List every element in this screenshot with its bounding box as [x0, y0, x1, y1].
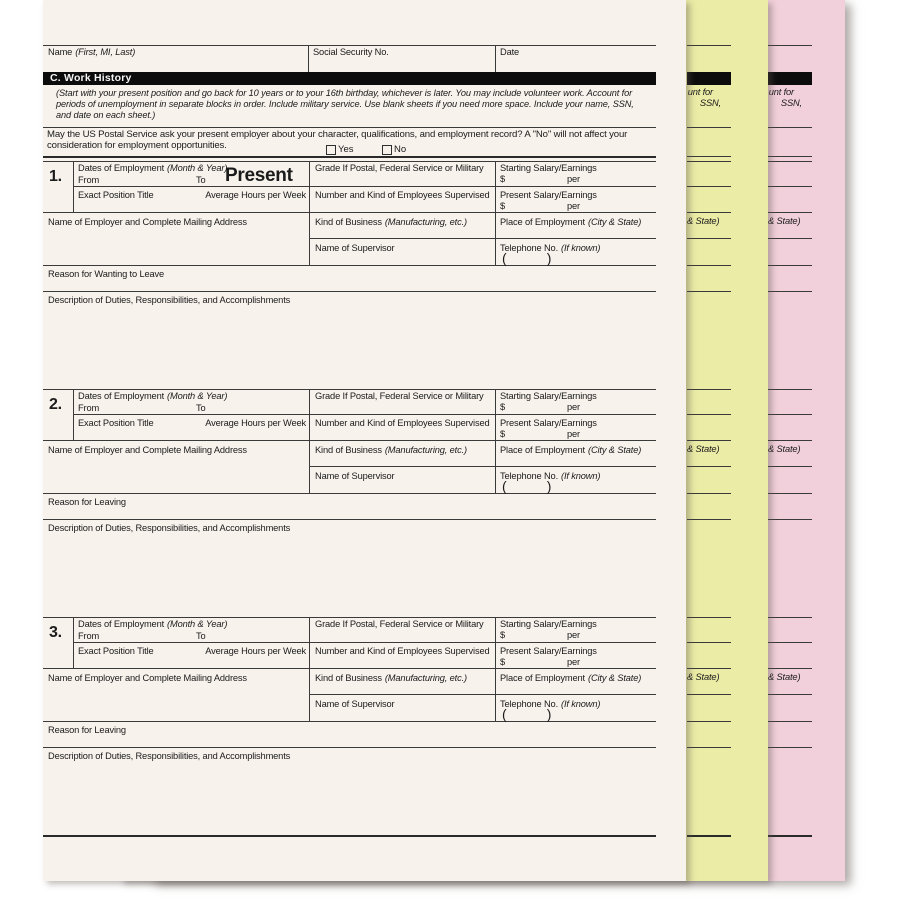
carbon-rule-line — [768, 291, 812, 292]
dollar-sign: $ — [500, 657, 506, 667]
carbon-rule-line — [768, 156, 812, 157]
carbon-rule-line — [687, 265, 731, 266]
grade-label: Grade If Postal, Federal Service or Military — [315, 619, 484, 629]
rule-line — [73, 414, 656, 415]
carbon-rule-line — [768, 238, 812, 239]
telephone-parens: ( ) — [502, 478, 553, 494]
supervisor-label: Name of Supervisor — [315, 699, 395, 709]
rule-line — [43, 389, 656, 390]
carbon-rule-line — [687, 642, 731, 643]
no-checkbox[interactable] — [382, 145, 392, 155]
avg-hours-label: Average Hours per Week — [205, 418, 306, 428]
employer-label: Name of Employer and Complete Mailing Address — [48, 445, 247, 455]
reason-label: Reason for Wanting to Leave — [48, 269, 165, 279]
present-salary-label: Present Salary/Earnings — [500, 190, 597, 200]
per-label: per — [567, 201, 580, 211]
yes-checkbox[interactable] — [326, 145, 336, 155]
rule-line — [43, 519, 656, 520]
from-label: From — [78, 403, 100, 413]
work-history-block — [43, 161, 656, 311]
carbon-rule-line — [768, 389, 812, 390]
supervisor-label: Name of Supervisor — [315, 243, 395, 253]
carbon-rule-line — [768, 186, 812, 187]
from-label: From — [78, 631, 100, 641]
place-of-employment-label: Place of Employment (City & State) — [500, 445, 642, 455]
carbon-rule-line — [768, 747, 812, 748]
carbon-rule-line — [768, 440, 812, 441]
date-label: Date — [500, 47, 520, 57]
carbon-rule-line — [687, 127, 731, 128]
carbon-rule-line — [768, 642, 812, 643]
carbon-rule-line — [687, 389, 731, 390]
carbon-rule-line — [768, 835, 812, 837]
reason-label: Reason for Leaving — [48, 497, 126, 507]
dollar-sign: $ — [500, 201, 506, 211]
carbon-rule-line — [768, 45, 812, 46]
dollar-sign: $ — [500, 429, 506, 439]
telephone-parens: ( ) — [502, 250, 553, 266]
canary-rule-lines — [687, 0, 731, 881]
carbon-text-fragment: unt for — [768, 87, 794, 97]
rule-line — [73, 642, 656, 643]
present-salary-label: Present Salary/Earnings — [500, 418, 597, 428]
employer-label: Name of Employer and Complete Mailing Address — [48, 673, 247, 683]
carbon-rule-line — [768, 414, 812, 415]
carbon-rule-line — [687, 493, 731, 494]
instructions-line: and date on each sheet.) — [56, 110, 156, 120]
rule-line — [43, 161, 656, 162]
supervisor-label: Name of Supervisor — [315, 471, 395, 481]
carbon-rule-line — [687, 156, 731, 157]
rule-line — [73, 618, 74, 668]
carbon-rule-line — [768, 617, 812, 618]
carbon-text-fragment: & State) — [687, 444, 720, 454]
starting-salary-label: Starting Salary/Earnings — [500, 391, 597, 401]
rule-line — [43, 668, 656, 669]
rule-line — [309, 162, 310, 265]
carbon-rule-line — [768, 161, 812, 162]
supervised-label: Number and Kind of Employees Supervised — [315, 190, 490, 200]
grade-label: Grade If Postal, Federal Service or Military — [315, 391, 484, 401]
section-bar — [43, 72, 656, 85]
consent-question-line: May the US Postal Service ask your present employer about your character, qualifications, and employment record? A "No" will not affect your — [47, 129, 628, 140]
rule-line — [73, 186, 656, 187]
carbon-rule-line — [768, 519, 812, 520]
kind-of-business-label: Kind of Business (Manufacturing, etc.) — [315, 445, 467, 455]
kind-of-business-label: Kind of Business (Manufacturing, etc.) — [315, 217, 467, 227]
telephone-parens: ( ) — [502, 706, 553, 722]
rule-line — [43, 747, 656, 748]
per-label: per — [567, 174, 580, 184]
carbon-rule-line — [687, 668, 731, 669]
description-label: Description of Duties, Responsibilities, and Accomplishments — [48, 751, 291, 761]
carbon-rule-line — [687, 186, 731, 187]
name-label: Name (First, MI, Last) — [48, 47, 136, 57]
no-checkbox-label: No — [394, 144, 407, 155]
rule-line — [43, 493, 656, 494]
employer-label: Name of Employer and Complete Mailing Address — [48, 217, 247, 227]
carbon-rule-line — [768, 694, 812, 695]
carbon-rule-line — [687, 161, 731, 162]
description-label: Description of Duties, Responsibilities, and Accomplishments — [48, 523, 291, 533]
position-title-label: Exact Position Title — [78, 646, 154, 656]
carbon-rule-line — [687, 835, 731, 837]
rule-line — [43, 835, 656, 837]
carbon-text-fragment: & State) — [768, 444, 801, 454]
dates-of-employment-label: Dates of Employment (Month & Year) — [78, 619, 228, 629]
carbon-rule-line — [768, 212, 812, 213]
instructions-line: periods of unemployment in separate blocks in order. Include military service. Use blank sheets if you need more space. Include your name, SSN, — [56, 99, 634, 109]
section-title: C. Work History — [50, 72, 132, 84]
rule-line — [309, 390, 310, 493]
kind-of-business-label: Kind of Business (Manufacturing, etc.) — [315, 673, 467, 683]
dollar-sign: $ — [500, 402, 506, 412]
section-bar-fragment — [687, 72, 731, 85]
carbon-rule-line — [687, 414, 731, 415]
dates-of-employment-label: Dates of Employment (Month & Year) — [78, 163, 228, 173]
carbon-rule-line — [768, 493, 812, 494]
grade-label: Grade If Postal, Federal Service or Military — [315, 163, 484, 173]
rule-line — [43, 156, 656, 158]
telephone-label: Telephone No. (If known) — [500, 471, 601, 481]
carbon-rule-line — [687, 519, 731, 520]
telephone-label: Telephone No. (If known) — [500, 243, 601, 253]
carbon-rule-line — [768, 668, 812, 669]
dates-of-employment-label: Dates of Employment (Month & Year) — [78, 391, 228, 401]
per-label: per — [567, 402, 580, 412]
dollar-sign: $ — [500, 630, 506, 640]
carbon-text-fragment: & State) — [687, 672, 720, 682]
rule-line — [73, 390, 74, 440]
per-label: per — [567, 657, 580, 667]
carbon-rule-line — [768, 127, 812, 128]
rule-line — [43, 291, 656, 292]
rule-line — [43, 440, 656, 441]
carbon-text-fragment: unt for — [687, 87, 713, 97]
work-history-block — [43, 617, 656, 767]
carbon-rule-line — [768, 721, 812, 722]
carbon-text-fragment: & State) — [687, 216, 720, 226]
position-title-label: Exact Position Title — [78, 418, 154, 428]
to-label: To — [196, 403, 206, 413]
starting-salary-label: Starting Salary/Earnings — [500, 163, 597, 173]
carbon-text-fragment: SSN, — [699, 98, 721, 108]
position-title-label: Exact Position Title — [78, 190, 154, 200]
pink-rule-lines — [768, 0, 812, 881]
rule-line — [43, 45, 656, 46]
block-number: 2. — [49, 396, 62, 413]
to-label: To — [196, 631, 206, 641]
rule-line — [309, 466, 656, 467]
carbon-text-fragment: & State) — [768, 672, 801, 682]
block-number: 1. — [49, 168, 62, 185]
carbon-rule-line — [687, 617, 731, 618]
rule-line — [73, 162, 74, 212]
rule-line — [495, 45, 496, 73]
ssn-label: Social Security No. — [313, 47, 389, 57]
rule-line — [495, 618, 496, 721]
rule-line — [43, 265, 656, 266]
section-bar-fragment — [768, 72, 812, 85]
rule-line — [495, 390, 496, 493]
present-salary-label: Present Salary/Earnings — [500, 646, 597, 656]
carbon-text-fragment: & State) — [768, 216, 801, 226]
rule-line — [309, 618, 310, 721]
carbon-rule-line — [687, 291, 731, 292]
avg-hours-label: Average Hours per Week — [205, 190, 306, 200]
instructions-line: (Start with your present position and go back for 10 years or to your 16th birthday, whichever is later. You may include volunteer work. Account for — [56, 88, 633, 98]
telephone-label: Telephone No. (If known) — [500, 699, 601, 709]
carbon-rule-line — [768, 466, 812, 467]
carbon-rule-line — [687, 238, 731, 239]
reason-label: Reason for Leaving — [48, 725, 126, 735]
rule-line — [43, 721, 656, 722]
carbon-rule-line — [687, 721, 731, 722]
from-label: From — [78, 175, 100, 185]
carbon-rule-line — [687, 466, 731, 467]
rule-line — [309, 694, 656, 695]
block-number: 3. — [49, 624, 62, 641]
supervised-label: Number and Kind of Employees Supervised — [315, 646, 490, 656]
per-label: per — [567, 630, 580, 640]
to-label: To — [196, 175, 206, 185]
white-original-sheet — [43, 0, 686, 881]
yes-checkbox-label: Yes — [338, 144, 354, 155]
work-history-block — [43, 389, 656, 539]
place-of-employment-label: Place of Employment (City & State) — [500, 217, 642, 227]
carbon-rule-line — [687, 212, 731, 213]
carbon-rule-line — [687, 694, 731, 695]
description-label: Description of Duties, Responsibilities, and Accomplishments — [48, 295, 291, 305]
rule-line — [43, 212, 656, 213]
carbon-rule-line — [687, 45, 731, 46]
per-label: per — [567, 429, 580, 439]
supervised-label: Number and Kind of Employees Supervised — [315, 418, 490, 428]
rule-line — [43, 617, 656, 618]
avg-hours-label: Average Hours per Week — [205, 646, 306, 656]
rule-line — [309, 238, 656, 239]
rule-line — [495, 162, 496, 265]
dollar-sign: $ — [500, 174, 506, 184]
carbon-rule-line — [687, 440, 731, 441]
carbon-text-fragment: SSN, — [780, 98, 802, 108]
starting-salary-label: Starting Salary/Earnings — [500, 619, 597, 629]
present-text: Present — [225, 165, 293, 186]
rule-line — [43, 127, 656, 128]
rule-line — [308, 45, 309, 73]
consent-question-line: consideration for employment opportunities. — [47, 140, 227, 151]
carbon-rule-line — [687, 747, 731, 748]
place-of-employment-label: Place of Employment (City & State) — [500, 673, 642, 683]
carbon-rule-line — [768, 265, 812, 266]
